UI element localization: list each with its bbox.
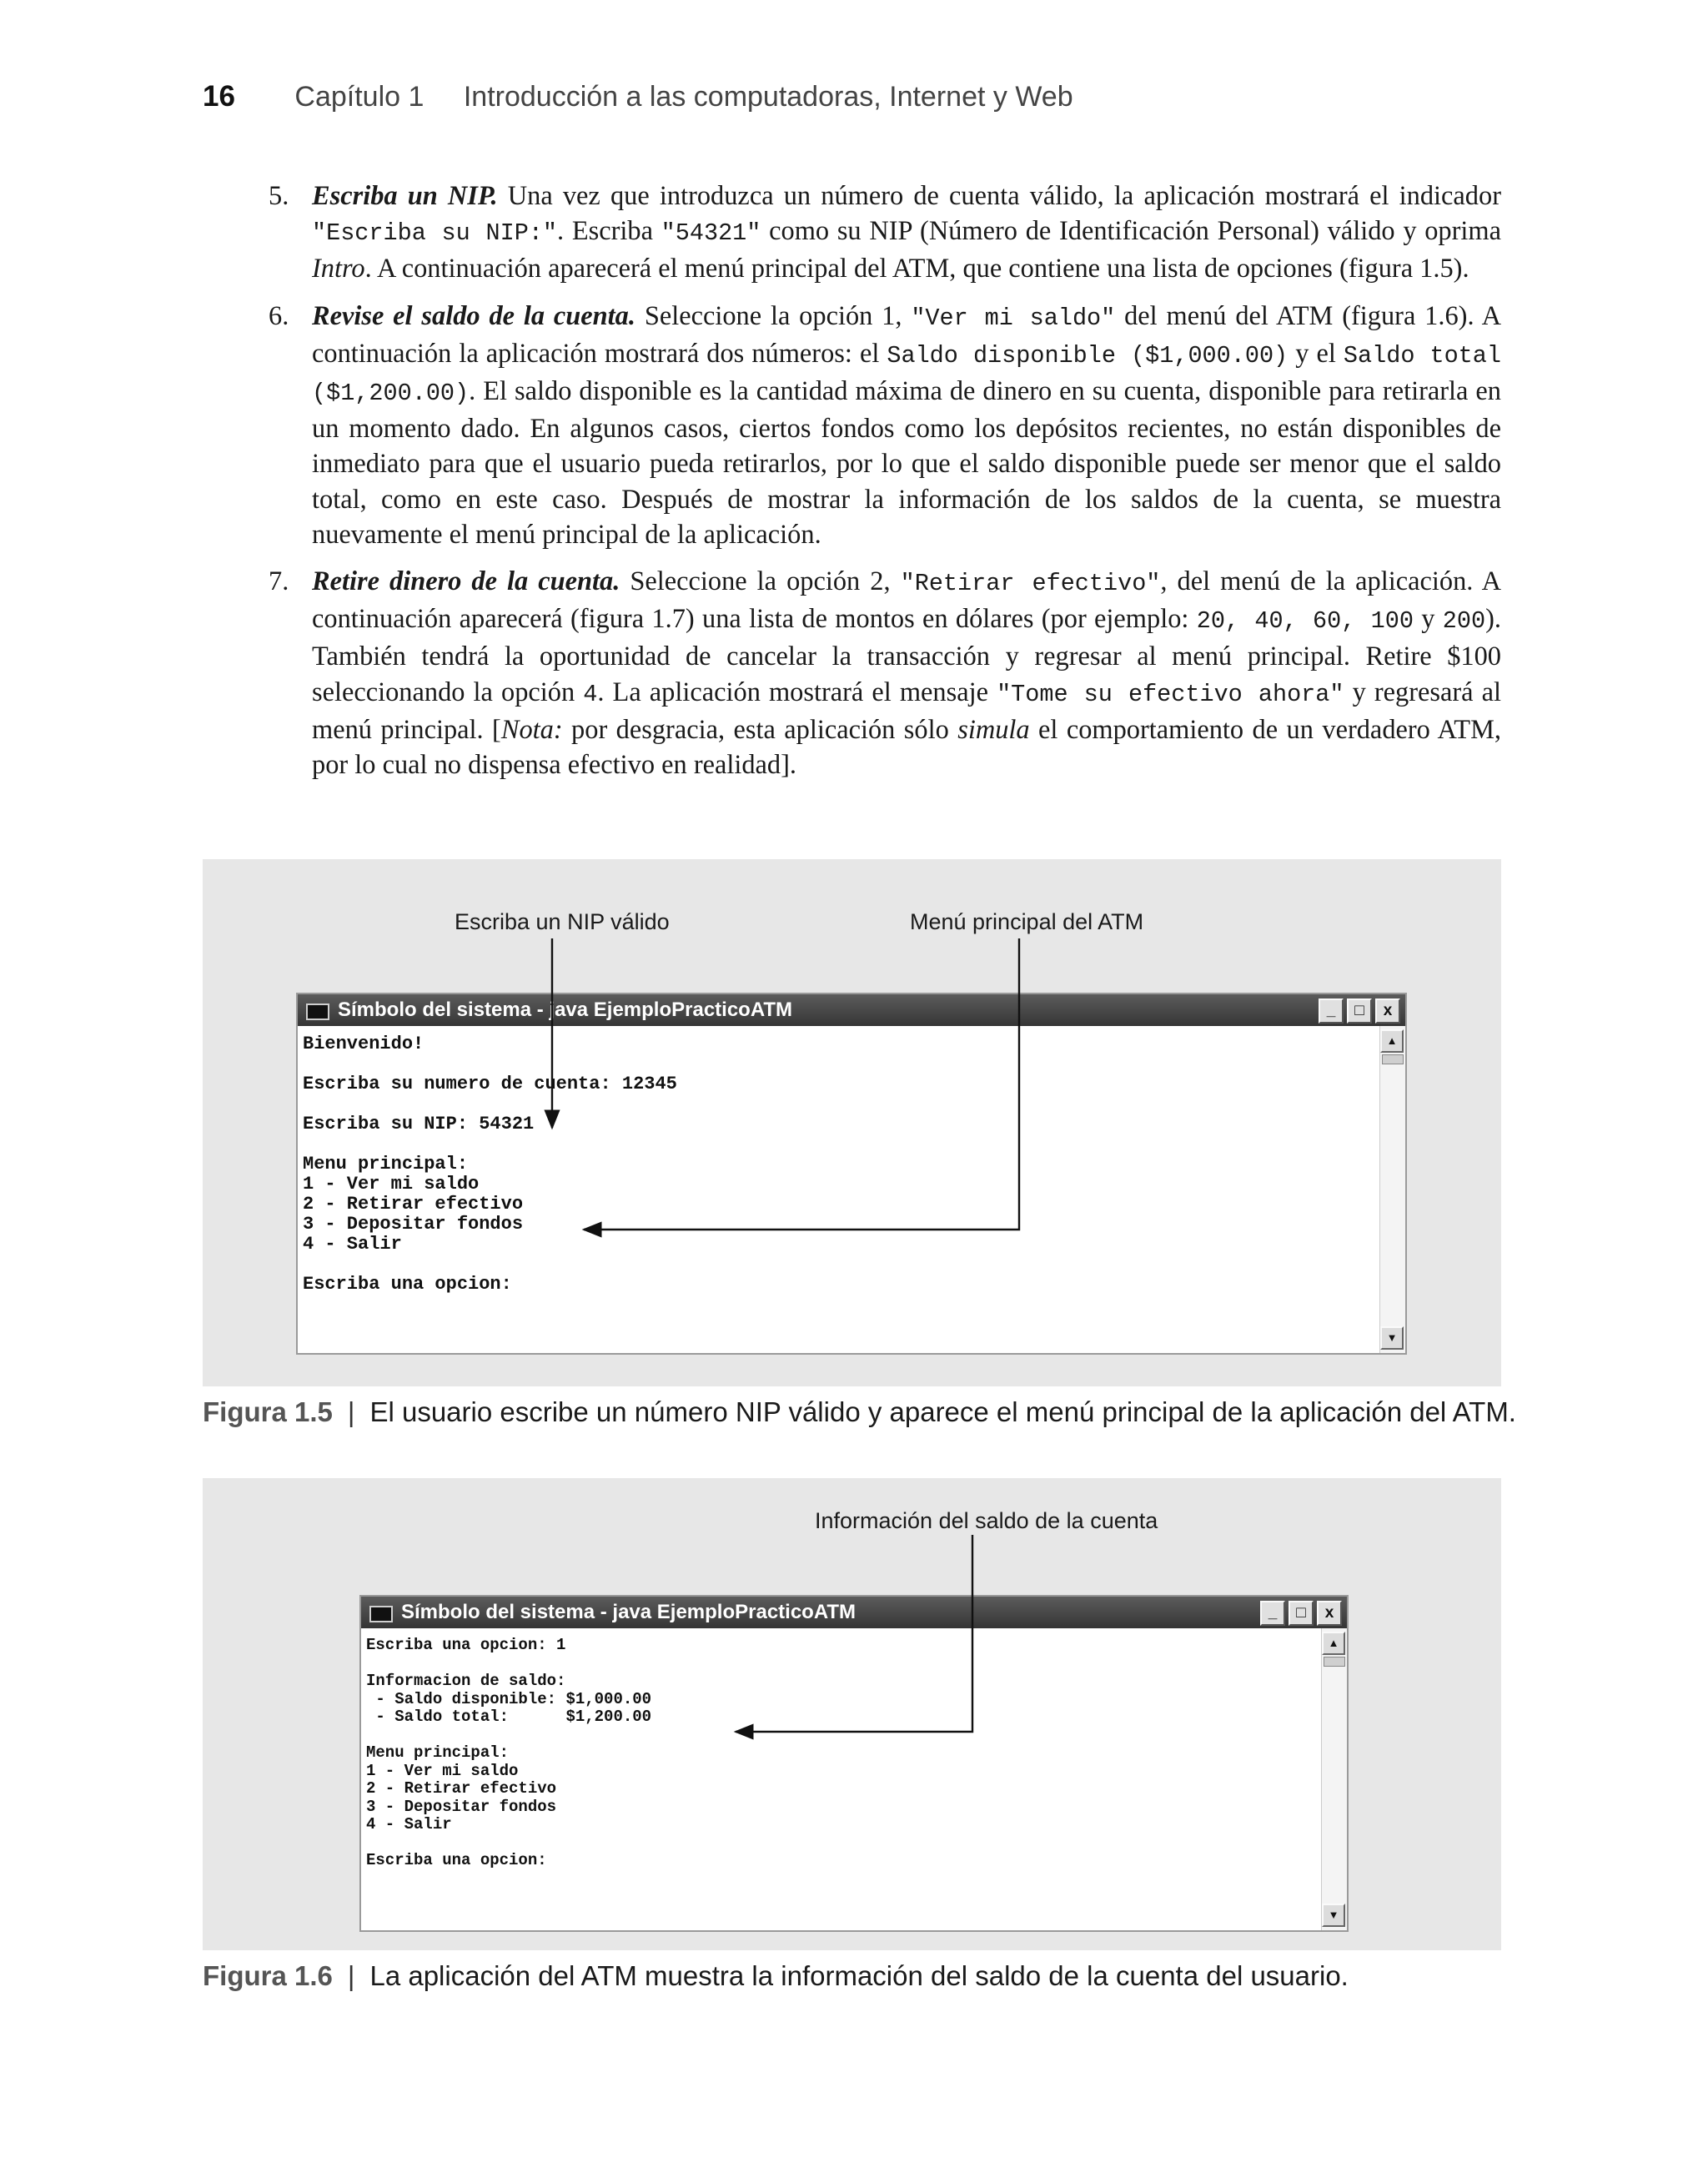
step-text: . El saldo disponible es la cantidad máxima de dinero en su cuenta, disponible para retirarla en un momento dado. En algunos casos, ciertos fondos como los depósitos recientes, no están disponibles de inmediato para que el usuario pueda retirarlos, por lo que el saldo disponible puede ser menor que el saldo total, como en este caso. Después de mostrar la información de los saldos de la cuenta, se muestra nuevamente el menú principal de la aplicación.	[312, 376, 1501, 550]
callout-balance-info: Información del saldo de la cuenta	[815, 1508, 1158, 1533]
step-code: "Retirar efectivo"	[900, 570, 1161, 598]
arrow-to-balance-info	[736, 1535, 972, 1732]
page-number: 16	[203, 80, 235, 113]
step-code: "Tome su efectivo ahora"	[997, 680, 1344, 708]
console-output: Escriba una opcion: 1 Informacion de saldo: - Saldo disponible: $1,000.00 - Saldo total: $1,200.00 Menu principal: 1 - Ver mi saldo 2 - Retirar efectivo 3 - Depositar fondos 4 - Salir Escriba una opcion:	[366, 1636, 652, 1869]
close-button[interactable]: x	[1375, 998, 1400, 1024]
step-text: Una vez que introduzca un número de cuenta válido, la aplicación mostrará el indicador	[497, 181, 1501, 211]
scroll-up-button[interactable]: ▲	[1322, 1632, 1345, 1655]
minimize-button[interactable]: _	[1319, 998, 1344, 1024]
window-title: Símbolo del sistema - java EjemploPracticoATM	[401, 1601, 857, 1623]
step-number: 6.	[269, 300, 289, 331]
step-code: 4	[583, 680, 598, 708]
step-code: 20, 40, 60, 100	[1196, 607, 1414, 636]
step-italic: simula	[957, 714, 1030, 745]
step-code: 200	[1442, 607, 1486, 636]
step-text: , del menú de la aplicación. A continuación aparecerá (figura 1.7) una lista de montos en dólares (por ejemplo:	[312, 566, 1501, 635]
step-code: Saldo disponible ($1,000.00)	[887, 341, 1289, 370]
step-lead: Retire dinero de la cuenta.	[312, 566, 620, 597]
step-text: ). También tendrá la oportunidad de cancelar la transacción y regresar al menú principal. Retire $100 seleccionando la opción	[312, 604, 1501, 707]
step-text: por desgracia, esta aplicación sólo	[562, 714, 958, 745]
chapter-label: Capítulo 1	[294, 81, 424, 113]
callout-main-menu: Menú principal del ATM	[910, 909, 1144, 934]
window-title: Símbolo del sistema - java EjemploPracticoATM	[338, 998, 793, 1021]
step-text: Seleccione la opción 2,	[620, 566, 901, 597]
step-text: . La aplicación mostrará el mensaje	[597, 677, 997, 707]
step-text: . A continuación aparecerá el menú principal del ATM, que contiene una lista de opciones (figura 1.5).	[364, 254, 1469, 284]
caption-text: El usuario escribe un número NIP válido y aparece el menú principal de la aplicación del ATM.	[369, 1396, 1516, 1427]
caption-label: Figura 1.6	[203, 1960, 333, 1991]
minimize-button[interactable]: _	[1260, 1601, 1285, 1626]
step-text: del menú del ATM (figura 1.6). A continuación la aplicación mostrará dos números: el	[312, 300, 1501, 369]
step-code: "Escriba su NIP:"	[312, 219, 557, 248]
step-italic: Intro	[312, 254, 365, 284]
caption-label: Figura 1.5	[203, 1396, 333, 1427]
step-text: Seleccione la opción 1,	[635, 300, 912, 331]
caption-separator: |	[347, 1960, 355, 1991]
step-text: y el	[1288, 338, 1344, 369]
callout-valid-pin: Escriba un NIP válido	[455, 909, 670, 934]
step-code: Saldo total ($1,200.00)	[312, 341, 1501, 408]
step-text: . Escriba	[557, 216, 661, 247]
scroll-down-button[interactable]: ▼	[1380, 1326, 1404, 1350]
chapter-title: Introducción a las computadoras, Internet y Web	[463, 81, 1073, 113]
step-code: "Ver mi saldo"	[911, 304, 1116, 332]
maximize-button[interactable]: □	[1347, 998, 1372, 1024]
step-lead: Escriba un NIP.	[312, 181, 498, 211]
step-number: 5.	[269, 181, 289, 211]
console-output: Bienvenido! Escriba su numero de cuenta: 12345 Escriba su NIP: 54321 Menu principal: 1 - Ver mi saldo 2 - Retirar efectivo 3 - Depositar fondos 4 - Salir Escriba una opcion:	[303, 1034, 677, 1295]
step-italic: Nota:	[500, 714, 563, 745]
step-text: y	[1413, 604, 1443, 635]
caption-text: La aplicación del ATM muestra la información del saldo de la cuenta del usuario.	[369, 1960, 1349, 1991]
maximize-button[interactable]: □	[1289, 1601, 1314, 1626]
step-lead: Revise el saldo de la cuenta.	[312, 300, 635, 331]
close-button[interactable]: x	[1317, 1601, 1342, 1626]
arrow-to-main-menu	[584, 938, 1019, 1230]
caption-separator: |	[347, 1396, 355, 1427]
step-code: "54321"	[661, 219, 761, 248]
step-text: como su NIP (Número de Identificación Personal) válido y oprima	[761, 216, 1501, 247]
step-text: el comportamiento de un verdadero ATM, por lo cual no dispensa efectivo en realidad].	[312, 714, 1501, 781]
scroll-down-button[interactable]: ▼	[1322, 1904, 1345, 1927]
step-number: 7.	[269, 566, 289, 597]
step-text: y regresará al menú principal. [	[312, 677, 1501, 745]
scroll-up-button[interactable]: ▲	[1380, 1029, 1404, 1053]
